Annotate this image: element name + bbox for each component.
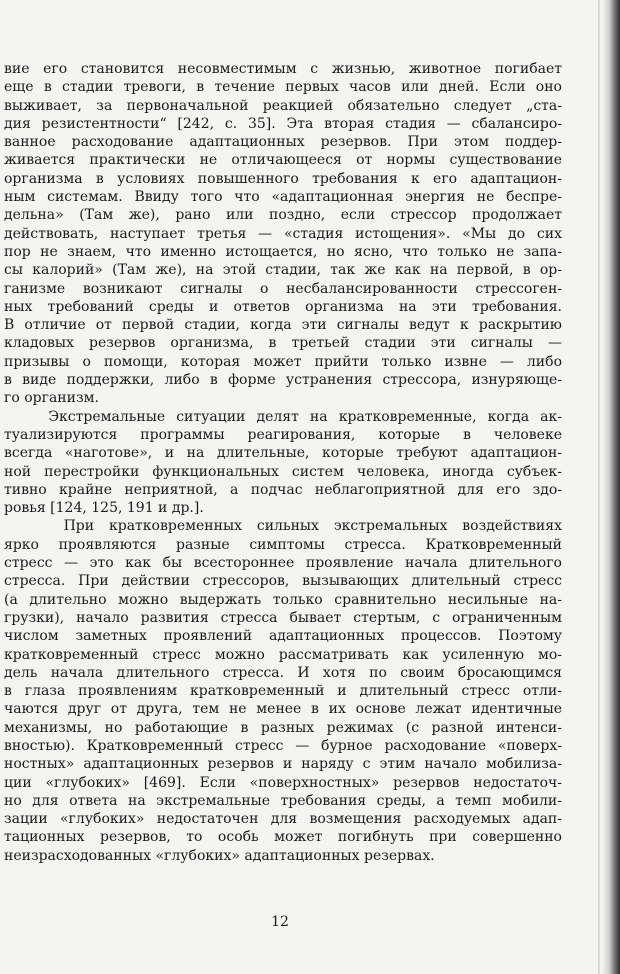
text-line: стресс — это как бы всестороннее проявление начала длительного [4, 555, 562, 572]
text-line: ностных» адаптационных резервов и наряду с этим начало мобилиза- [4, 756, 562, 773]
page-edge-shadow [602, 0, 620, 974]
text-line: ных требований среды и ответов организма на эти требования. [4, 298, 562, 315]
text-line: механизмы, но работающие в разных режимах (с разной интенси- [4, 719, 562, 736]
text-line: действовать, наступает третья — «стадия истощения». «Мы до сих [4, 225, 562, 242]
page-number: 12 [271, 914, 289, 930]
text-line: зации «глубоких» недостаточен для возмещения расходуемых адап- [4, 811, 562, 828]
text-line: Экстремальные ситуации делят на кратковременные, когда ак- [4, 408, 562, 425]
text-line: дельна» (Там же), рано или поздно, если стрессор продолжает [4, 207, 562, 224]
text-line: стресса. При действии стрессоров, вызывающих длительный стресс [4, 573, 562, 590]
text-line: живается практически не отличающееся от нормы существование [4, 152, 562, 169]
text-line: призывы о помощи, которая может прийти только извне — либо [4, 353, 562, 370]
text-line: дель начала длительного стресса. И хотя по своим бросающимся [4, 664, 562, 681]
text-line: организма в условиях повышенного требования к его адаптацион- [4, 170, 562, 187]
text-line: ции «глубоких» [469]. Если «поверхностных» резервов недостаточ- [4, 774, 562, 791]
text-line: При кратковременных сильных экстремальных воздействиях [4, 518, 562, 535]
text-line: пор не знаем, что именно истощается, но ясно, что только не запа- [4, 243, 562, 260]
text-line: вностью). Кратковременный стресс — бурное расходование «поверх- [4, 737, 562, 754]
text-line: ванное расходование адаптационных резервов. При этом поддер- [4, 134, 562, 151]
text-line: грузки), начало развития стресса бывает стертым, с ограниченным [4, 609, 562, 626]
text-line: го организм. [4, 390, 99, 407]
text-line: (а длительно можно выдержать только сравнительно несильные на- [4, 591, 562, 608]
text-line: в виде поддержки, либо в форме устранения стрессора, изнуряюще- [4, 372, 562, 389]
text-line: тационных резервов, то особь может погибнуть при совершенно [4, 829, 562, 846]
text-line: тивно крайне неприятной, а подчас неблагоприятной для его здо- [4, 481, 562, 498]
text-line: но для ответа на экстремальные требования среды, а темп мобили- [4, 792, 562, 809]
text-line: ным системам. Ввиду того что «адаптационная энергия не беспре- [4, 189, 562, 206]
text-line: В отличие от первой стадии, когда эти сигналы ведут к раскрытию [4, 317, 562, 334]
text-line: вие его становится несовместимым с жизнью, животное погибает [4, 61, 562, 77]
text-line: кладовых резервов организма, в третьей стадии эти сигналы — [4, 335, 562, 352]
text-line: числом заметных проявлений адаптационных процессов. Поэтому [4, 628, 562, 645]
text-line: ганизме возникают сигналы о несбалансированности стрессоген- [4, 280, 562, 297]
text-line: туализируются программы реагирования, которые в человеке [4, 426, 562, 443]
text-line: неизрасходованных «глубоких» адаптационных резервах. [4, 847, 435, 864]
text-line: еще в стадии тревоги, в течение первых часов или дней. Если оно [4, 79, 562, 96]
text-line: кратковременный стресс можно рассматривать как усиленную мо- [4, 646, 562, 663]
text-line: всегда «наготове», и на длительные, которые требуют адаптацион- [4, 445, 562, 462]
text-line: ярко проявляются разные симптомы стресса. Кратковременный [4, 536, 562, 553]
text-line: сы калорий» (Там же), на этой стадии, так же как на первой, в ор- [4, 262, 562, 279]
body-text [4, 60, 562, 865]
text-line: чаются друг от друга, тем не менее в их основе лежат идентичные [4, 701, 562, 718]
text-line: ной перестройки функциональных систем человека, иногда субъек- [4, 463, 562, 480]
text-line: дия резистентности“ [242, с. 35]. Эта вторая стадия — сбалансиро- [4, 115, 562, 132]
text-line: выживает, за первоначальной реакцией обязательно следует „ста- [4, 97, 562, 114]
text-line: ровья [124, 125, 191 и др.]. [4, 500, 204, 517]
page-gutter-line [598, 0, 600, 974]
text-line: в глаза проявлениям кратковременный и длительный стресс отли- [4, 683, 562, 700]
